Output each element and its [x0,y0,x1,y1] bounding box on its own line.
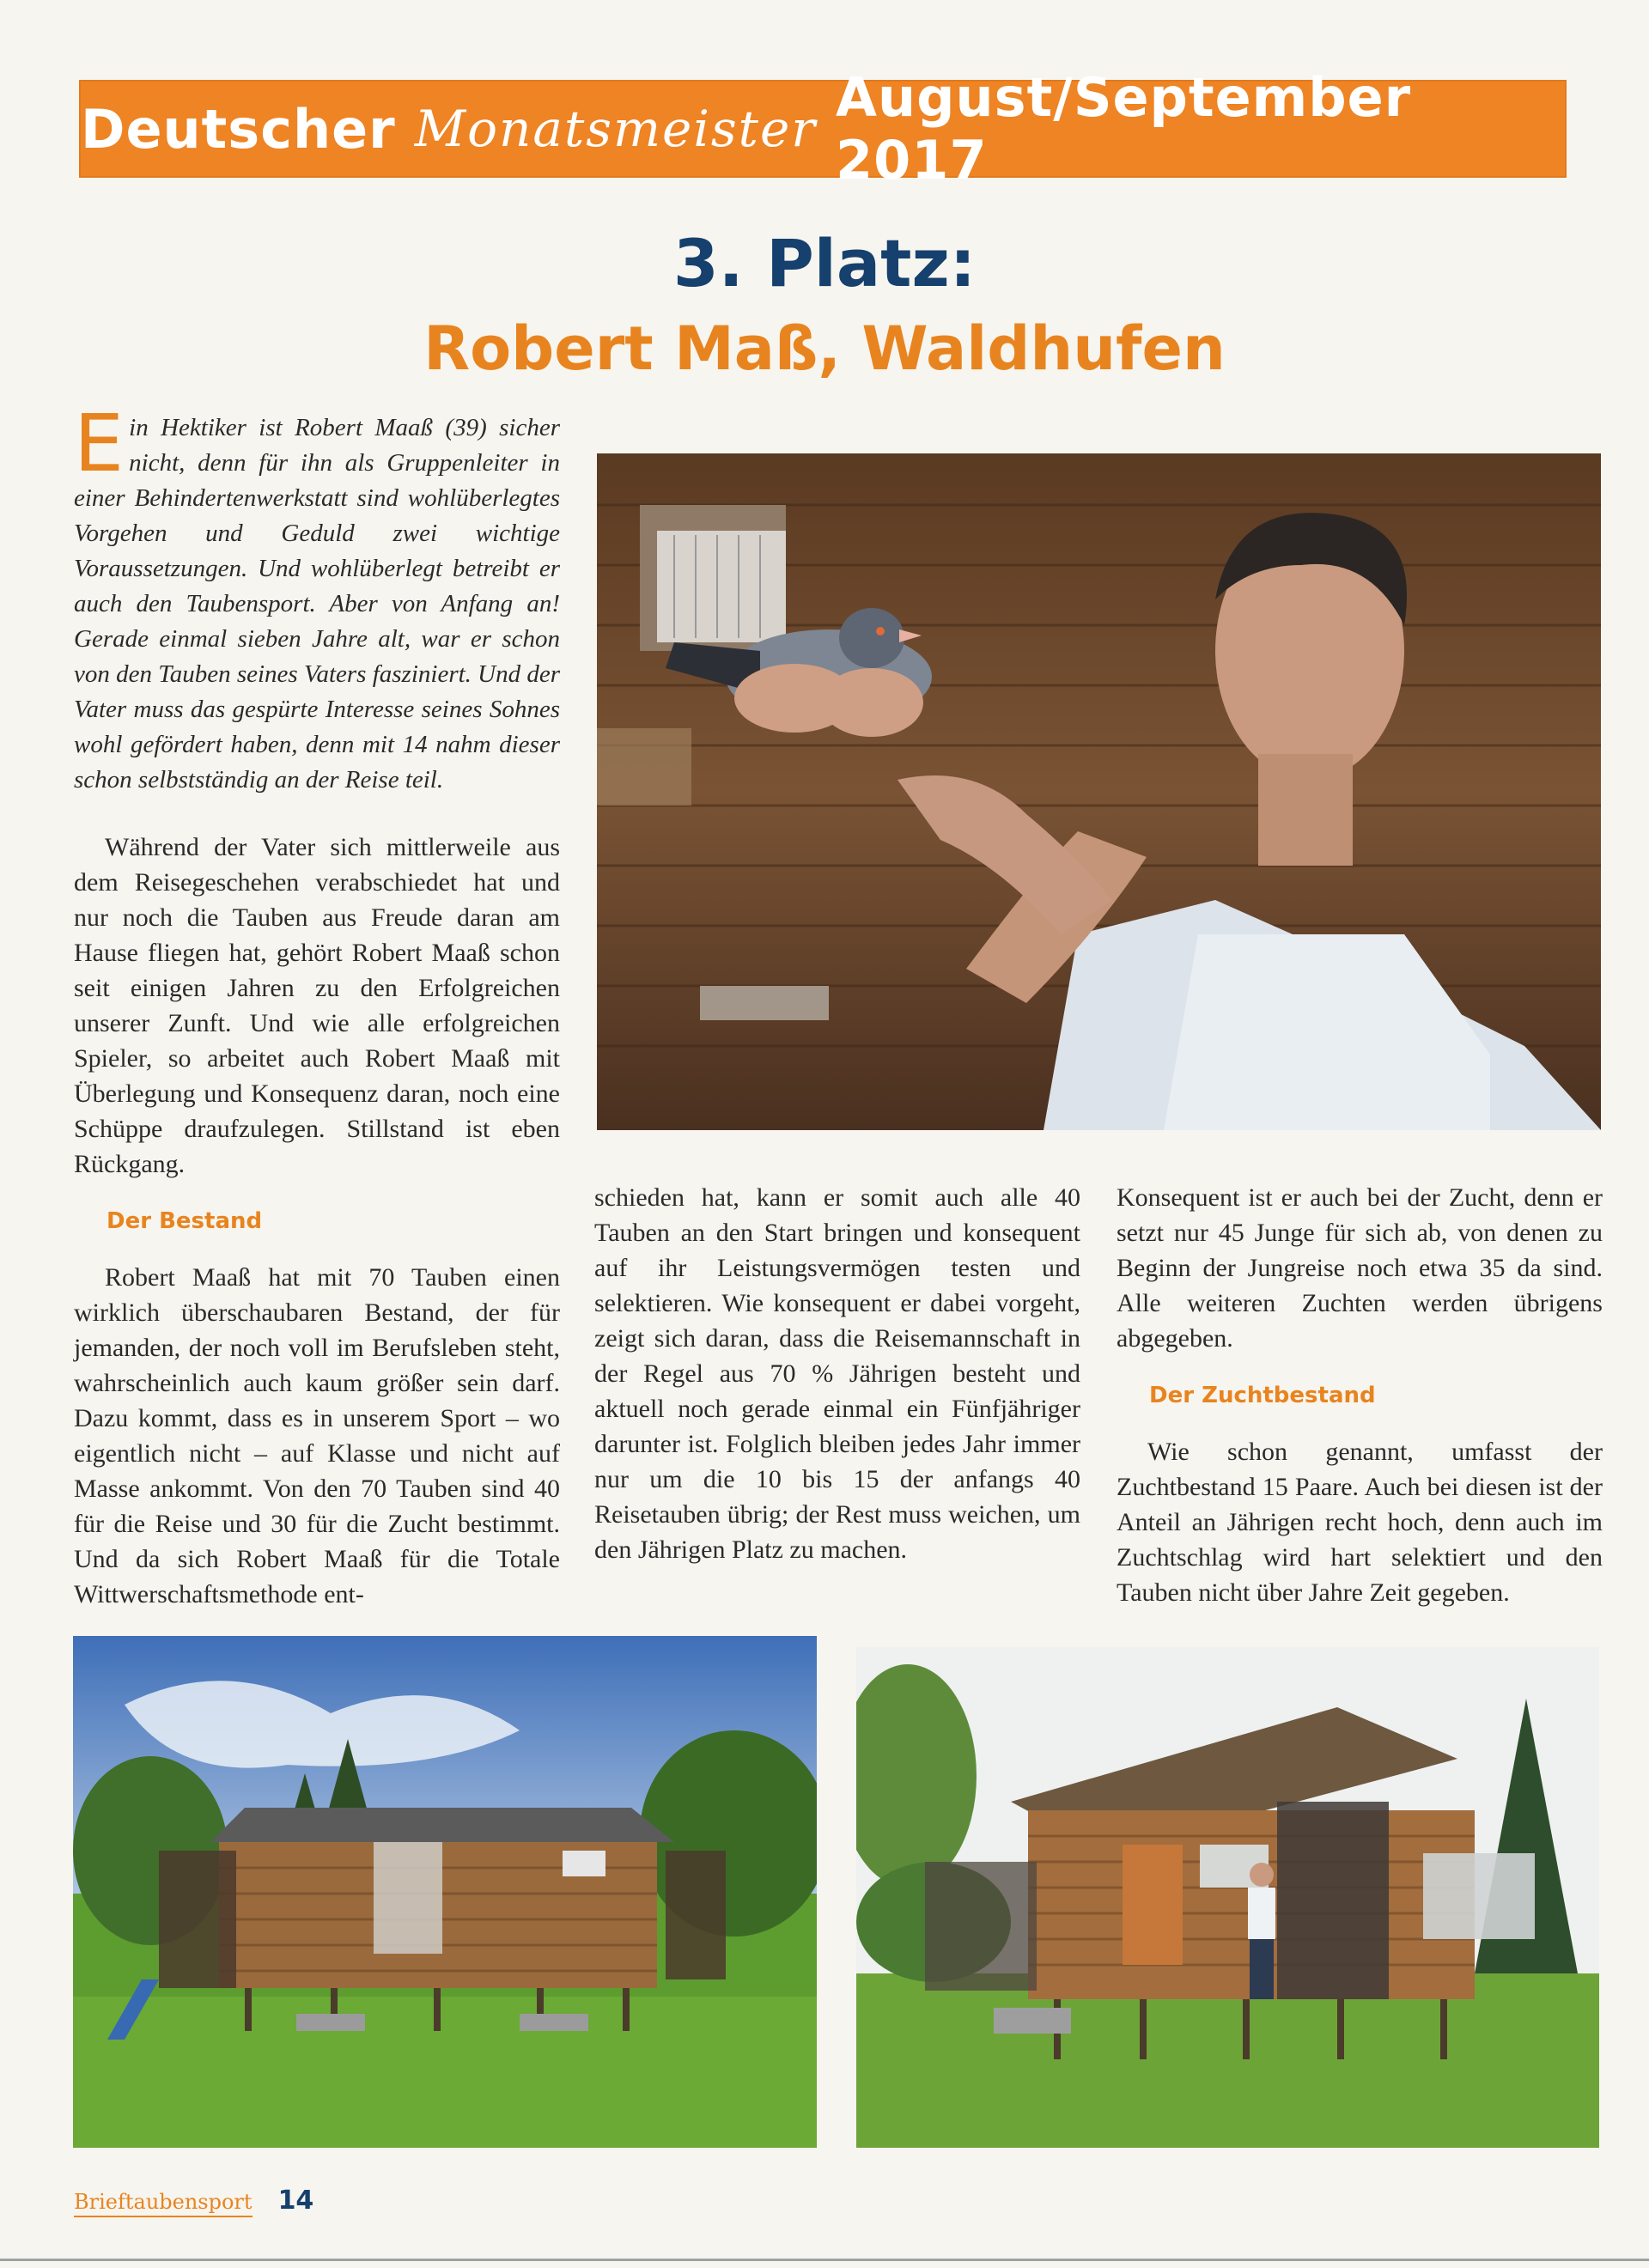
page-number: 14 [277,2186,314,2216]
article-column-2 [594,1180,1080,1567]
column-3-paragraph-2: Wie schon genannt, umfasst der Zuchtbestand 15 Paare. Auch bei diesen ist der Anteil an Jährigen recht hoch, denn auch im Zuchtschlag wird hart selektiert und den Tauben nicht über Jahre Zeit gegeben. [1117,1438,1603,1607]
photo-breeder-holding-pigeon [597,453,1601,1130]
photo-pigeon-loft-2 [856,1647,1599,2148]
page-footer [74,2186,313,2217]
magazine-name: Brieftaubensport [74,2190,253,2217]
page-edge-line [0,2259,1649,2261]
photo-pigeon-loft-1 [73,1636,817,2148]
column-2-paragraph-1: schieden hat, kann er somit auch alle 40 Tauben an den Start bringen und konsequent auf ihr Leistungsvermögen testen und selektieren. Wie konsequent er dabei vorgeht, zeigt sich daran, dass die Reisemannschaft in der Regel aus 70 % Jährigen besteht und aktuell noch gerade einmal ein Fünfjähriger darunter ist. Folglich bleiben jedes Jahr immer nur um die 10 bis 15 der anfangs 40 Reisetauben übrig; der Rest muss weichen, um den Jährigen Platz zu machen. [594,1183,1080,1564]
article-column-3 [1117,1180,1603,1610]
banner-prefix: Deutscher [81,97,396,161]
drop-cap: E [74,398,125,489]
column-1-paragraph-1: Während der Vater sich mittlerweile aus dem Reisegeschehen verabschiedet hat und nur noch die Tauben aus Freude daran am Hause fliegen hat, gehört Robert Maaß schon seit einigen Jahren zu den Erfolgreichen unserer Zunft. Und wie alle erfolgreichen Spieler, so arbeitet auch Robert Maaß mit Überlegung und Konsequenz daran, noch eine Schüppe draufzulegen. Stillstand ist eben Rückgang. [74,833,560,1178]
column-1-paragraph-2: Robert Maaß hat mit 70 Tauben einen wirklich überschaubaren Bestand, der für jemanden, der noch voll im Berufsleben steht, wahrscheinlich auch kaum größer sein darf. Dazu kommt, dass es in unserem Sport – wo eigentlich nicht – auf Klasse und nicht auf Masse ankommt. Von den 70 Tauben sind 40 für die Reise und 30 für die Zucht bestimmt. Und da sich Robert Maaß für die Totale Wittwerschaftsmethode ent- [74,1263,560,1608]
banner-script-word: Monatsmeister [414,100,818,158]
placement-title: 3. Platz: [672,225,977,301]
intro-text: in Hektiker ist Robert Maaß (39) sicher nicht, denn für ihn als Gruppenleiter in einer Behindertenwerkstatt sind wohlüberlegtes Vorgehen und Geduld zwei wichtige Voraussetzungen. Und wohlüberlegt betreibt er auch den Taubensport. Aber von Anfang an! Gerade einmal sieben Jahre alt, war er schon von den Tauben seines Vaters fasziniert. Und der Vater muss das gespürte Interesse seines Sohnes wohl gefördert haben, denn mit 14 nahm dieser schon selbstständig an der Reise teil. [74,414,561,793]
article-column-1 [74,830,560,1612]
subhead-der-bestand: Der Bestand [106,1208,263,1234]
breeder-name-title: Robert Maß, Waldhufen [423,313,1226,384]
subhead-der-zuchtbestand: Der Zuchtbestand [1149,1383,1376,1408]
column-3-paragraph-1: Konsequent ist er auch bei der Zucht, denn er setzt nur 45 Junge für sich ab, von denen zu Beginn der Jungreise noch etwa 35 da sind. Alle weiteren Zuchten werden übrigens abgegeben. [1117,1183,1603,1353]
intro-paragraph [74,398,561,798]
banner-suffix: August/September 2017 [836,66,1412,192]
header-banner [79,66,1567,192]
